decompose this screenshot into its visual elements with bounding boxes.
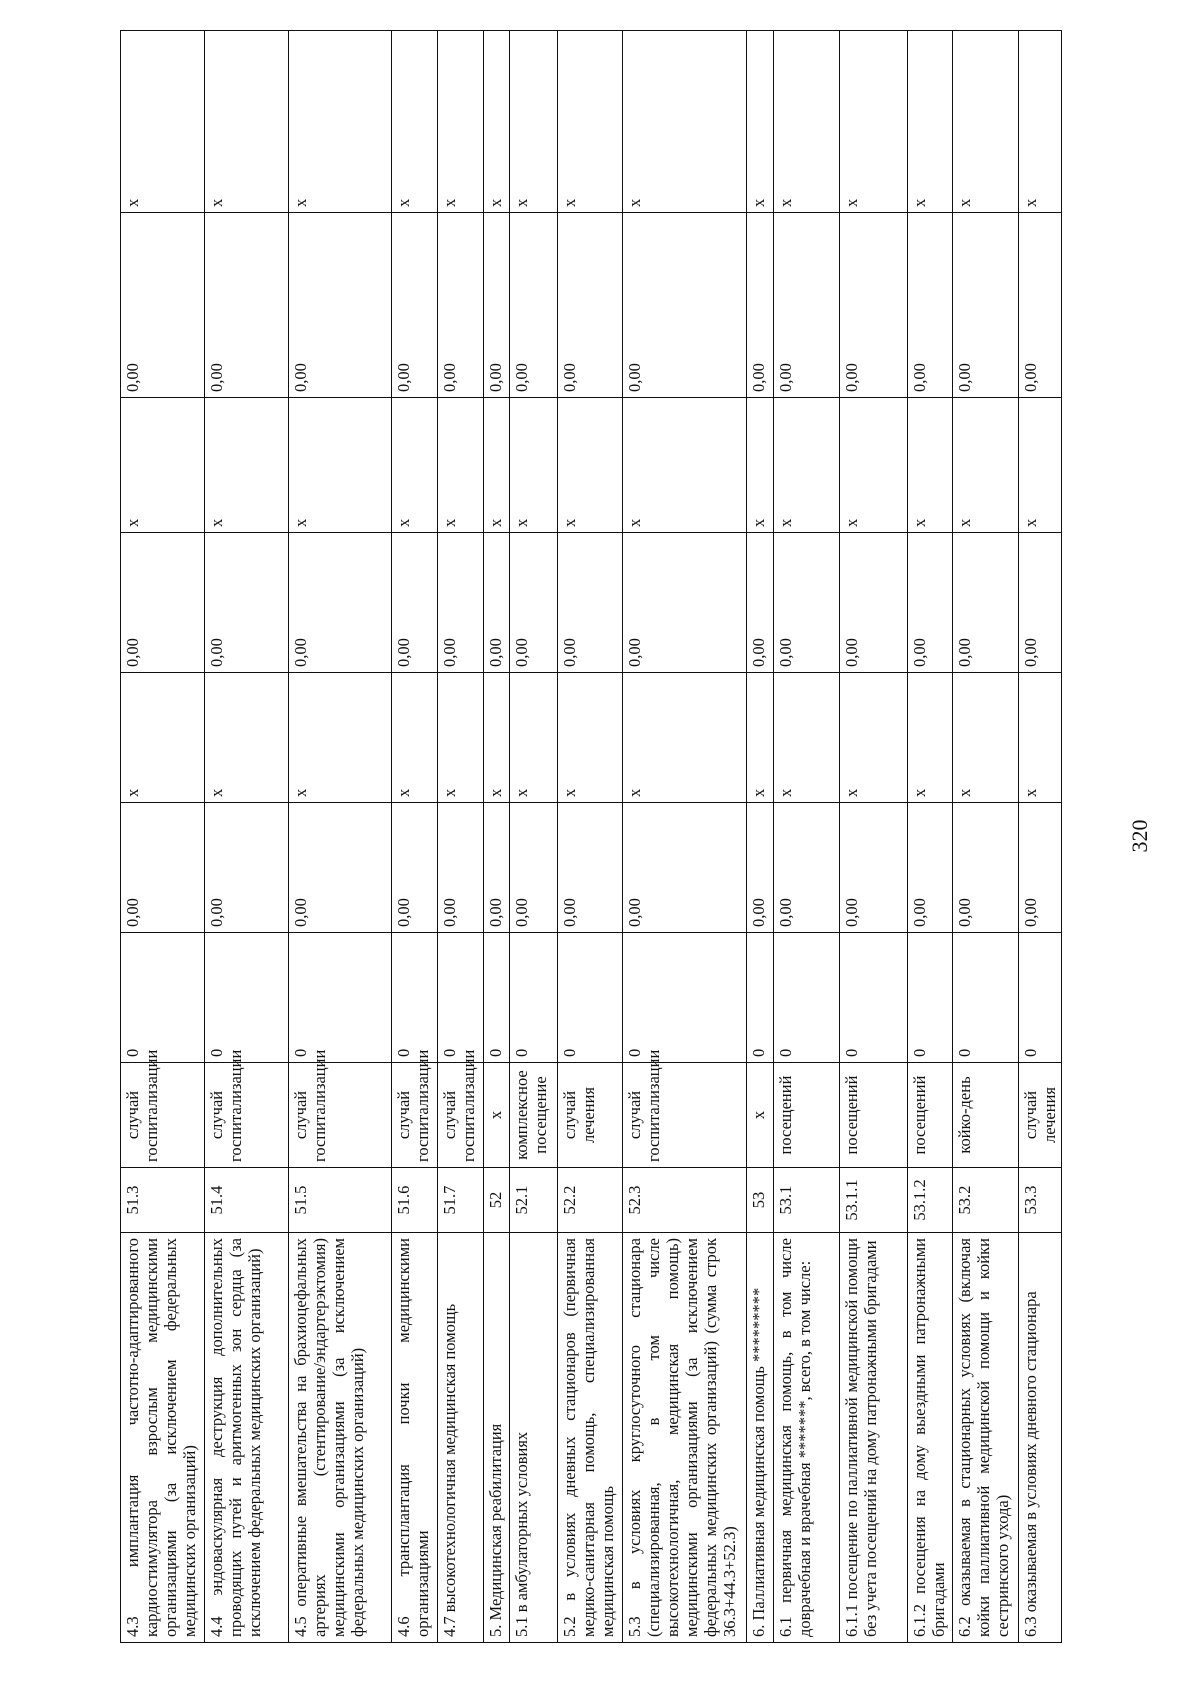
row-unit: x (747, 1063, 774, 1168)
table-row (774, 31, 840, 1643)
row-name: 6.1 первичная медицинская помощь, в том числе доврачебная и врачебная *******, всего, в том числе: (774, 1233, 840, 1643)
row-value-4: 0,00 (774, 533, 840, 673)
row-value-1: 0 (289, 933, 392, 1063)
financing-table (120, 30, 1062, 1643)
row-code: 51.6 (392, 1168, 438, 1233)
row-unit: посещений (908, 1063, 953, 1168)
table-row (558, 31, 623, 1643)
row-code: 53.1.2 (908, 1168, 953, 1233)
row-value-2: 0,00 (121, 803, 205, 933)
table-row (205, 31, 289, 1643)
row-code: 53.2 (953, 1168, 1019, 1233)
row-value-1: 0 (392, 933, 438, 1063)
row-value-3: x (840, 673, 908, 803)
row-value-6: 0,00 (484, 213, 510, 398)
table-row (908, 31, 953, 1643)
row-value-1: 0 (121, 933, 205, 1063)
row-value-2: 0,00 (747, 803, 774, 933)
row-value-2: 0,00 (774, 803, 840, 933)
row-name: 4.4 эндоваскулярная деструкция дополнительных проводящих путей и аритмогенных зон сердца (за исключением федеральных медицинских организаций) (205, 1233, 289, 1643)
row-unit: случай госпитализации (289, 1063, 392, 1168)
table-row (623, 31, 747, 1643)
row-value-2: 0,00 (289, 803, 392, 933)
row-value-5: x (623, 398, 747, 533)
row-value-1: 0 (623, 933, 747, 1063)
page-number: 320 (1127, 819, 1152, 853)
row-value-4: 0,00 (205, 533, 289, 673)
row-value-6: 0,00 (392, 213, 438, 398)
row-value-7: x (484, 31, 510, 213)
row-name: 4.7 высокотехнологичная медицинская помощь (438, 1233, 484, 1643)
row-value-1: 0 (1019, 933, 1062, 1063)
table-row (953, 31, 1019, 1643)
row-code: 51.5 (289, 1168, 392, 1233)
table-row (289, 31, 392, 1643)
row-code: 53.3 (1019, 1168, 1062, 1233)
row-value-5: x (205, 398, 289, 533)
row-value-4: 0,00 (1019, 533, 1062, 673)
row-unit: случай госпитализации (205, 1063, 289, 1168)
row-value-3: x (774, 673, 840, 803)
row-value-6: 0,00 (205, 213, 289, 398)
table-row (438, 31, 484, 1643)
row-value-7: x (121, 31, 205, 213)
row-value-6: 0,00 (438, 213, 484, 398)
row-value-5: x (510, 398, 558, 533)
row-value-3: x (908, 673, 953, 803)
row-value-1: 0 (558, 933, 623, 1063)
row-value-4: 0,00 (840, 533, 908, 673)
row-unit: случай госпитализации (121, 1063, 205, 1168)
row-value-6: 0,00 (747, 213, 774, 398)
table-row (747, 31, 774, 1643)
row-value-4: 0,00 (121, 533, 205, 673)
row-code: 52 (484, 1168, 510, 1233)
row-value-2: 0,00 (438, 803, 484, 933)
row-value-7: x (908, 31, 953, 213)
row-name: 6.1.1 посещение по паллиативной медицинской помощи без учета посещений на дому патронажными бригадами (840, 1233, 908, 1643)
row-code: 53.1.1 (840, 1168, 908, 1233)
row-value-5: x (289, 398, 392, 533)
row-unit: койко-день (953, 1063, 1019, 1168)
row-name: 5. Медицинская реабилитация (484, 1233, 510, 1643)
row-value-6: 0,00 (510, 213, 558, 398)
row-value-5: x (840, 398, 908, 533)
row-value-6: 0,00 (774, 213, 840, 398)
row-value-3: x (558, 673, 623, 803)
row-value-7: x (623, 31, 747, 213)
row-value-5: x (953, 398, 1019, 533)
row-unit: случай лечения (558, 1063, 623, 1168)
row-name: 4.5 оперативные вмешательства на брахиоцефальных артериях (стентирование/эндартерэктомия) медицинскими организациями (за исключением федеральных медицинских организаций) (289, 1233, 392, 1643)
row-name: 4.6 трансплантация почки медицинскими организациями (392, 1233, 438, 1643)
row-value-7: x (289, 31, 392, 213)
row-value-3: x (623, 673, 747, 803)
row-value-7: x (953, 31, 1019, 213)
row-value-3: x (953, 673, 1019, 803)
row-unit: случай лечения (1019, 1063, 1062, 1168)
row-value-6: 0,00 (121, 213, 205, 398)
row-value-7: x (840, 31, 908, 213)
table-row (510, 31, 558, 1643)
row-value-1: 0 (510, 933, 558, 1063)
table-row (392, 31, 438, 1643)
row-name: 6.3 оказываемая в условиях дневного стационара (1019, 1233, 1062, 1643)
row-name: 6. Паллиативная медицинская помощь ********* (747, 1233, 774, 1643)
row-value-3: x (121, 673, 205, 803)
row-code: 52.2 (558, 1168, 623, 1233)
row-value-2: 0,00 (205, 803, 289, 933)
row-value-6: 0,00 (840, 213, 908, 398)
row-value-4: 0,00 (510, 533, 558, 673)
row-name: 5.2 в условиях дневных стационаров (первичная медико-санитарная помощь, специализированная медицинская помощь (558, 1233, 623, 1643)
row-value-2: 0,00 (392, 803, 438, 933)
row-value-4: 0,00 (953, 533, 1019, 673)
row-value-7: x (774, 31, 840, 213)
row-value-5: x (438, 398, 484, 533)
row-unit: x (484, 1063, 510, 1168)
row-code: 52.3 (623, 1168, 747, 1233)
row-value-2: 0,00 (908, 803, 953, 933)
row-value-6: 0,00 (1019, 213, 1062, 398)
row-value-6: 0,00 (289, 213, 392, 398)
row-value-7: x (747, 31, 774, 213)
table-row (484, 31, 510, 1643)
row-name: 5.1 в амбулаторных условиях (510, 1233, 558, 1643)
row-unit: случай госпитализации (438, 1063, 484, 1168)
rotated-table-page (120, 31, 1080, 1643)
row-value-4: 0,00 (484, 533, 510, 673)
row-value-5: x (558, 398, 623, 533)
row-unit: посещений (774, 1063, 840, 1168)
row-value-2: 0,00 (484, 803, 510, 933)
row-name: 4.3 имплантация частотно-адаптированного кардиостимулятора взрослым медицинскими организациями (за исключением федеральных медицинских организаций) (121, 1233, 205, 1643)
row-value-4: 0,00 (438, 533, 484, 673)
table-body (121, 31, 1062, 1643)
row-value-5: x (392, 398, 438, 533)
row-value-2: 0,00 (840, 803, 908, 933)
row-value-1: 0 (747, 933, 774, 1063)
row-value-5: x (1019, 398, 1062, 533)
row-value-4: 0,00 (747, 533, 774, 673)
row-value-3: x (747, 673, 774, 803)
row-value-5: x (484, 398, 510, 533)
row-value-1: 0 (484, 933, 510, 1063)
table-row (121, 31, 205, 1643)
row-value-1: 0 (908, 933, 953, 1063)
row-value-2: 0,00 (623, 803, 747, 933)
row-value-5: x (774, 398, 840, 533)
row-code: 53 (747, 1168, 774, 1233)
row-value-6: 0,00 (623, 213, 747, 398)
row-value-6: 0,00 (558, 213, 623, 398)
row-value-2: 0,00 (1019, 803, 1062, 933)
row-value-1: 0 (774, 933, 840, 1063)
row-value-7: x (392, 31, 438, 213)
row-value-7: x (1019, 31, 1062, 213)
row-value-4: 0,00 (558, 533, 623, 673)
row-value-1: 0 (840, 933, 908, 1063)
row-value-2: 0,00 (510, 803, 558, 933)
row-unit: посещений (840, 1063, 908, 1168)
row-value-7: x (558, 31, 623, 213)
row-value-2: 0,00 (953, 803, 1019, 933)
row-value-1: 0 (953, 933, 1019, 1063)
row-code: 52.1 (510, 1168, 558, 1233)
row-name: 6.2 оказываемая в стационарных условиях (включая койки паллиативной медицинской помощи и койки сестринского ухода) (953, 1233, 1019, 1643)
row-code: 53.1 (774, 1168, 840, 1233)
row-value-5: x (121, 398, 205, 533)
row-value-3: x (484, 673, 510, 803)
row-value-1: 0 (438, 933, 484, 1063)
row-value-3: x (1019, 673, 1062, 803)
row-value-3: x (510, 673, 558, 803)
row-value-4: 0,00 (392, 533, 438, 673)
row-code: 51.7 (438, 1168, 484, 1233)
row-value-7: x (510, 31, 558, 213)
row-unit: случай госпитализации (623, 1063, 747, 1168)
row-value-7: x (205, 31, 289, 213)
row-value-3: x (205, 673, 289, 803)
row-value-4: 0,00 (289, 533, 392, 673)
row-value-1: 0 (205, 933, 289, 1063)
row-value-2: 0,00 (558, 803, 623, 933)
row-value-5: x (908, 398, 953, 533)
row-value-7: x (438, 31, 484, 213)
row-value-6: 0,00 (908, 213, 953, 398)
table-row (840, 31, 908, 1643)
row-unit: случай госпитализации (392, 1063, 438, 1168)
row-code: 51.3 (121, 1168, 205, 1233)
row-value-6: 0,00 (953, 213, 1019, 398)
row-code: 51.4 (205, 1168, 289, 1233)
row-value-3: x (289, 673, 392, 803)
row-value-4: 0,00 (623, 533, 747, 673)
row-name: 5.3 в условиях круглосуточного стационара (специализированная, в том числе высокотехнологичная, медицинская помощь) медицинскими организациями (за исключением федеральных медицинских организаций) (сумма строк 36.3+44.3+52.3) (623, 1233, 747, 1643)
row-value-4: 0,00 (908, 533, 953, 673)
row-value-3: x (392, 673, 438, 803)
row-unit: комплексное посещение (510, 1063, 558, 1168)
row-value-5: x (747, 398, 774, 533)
row-name: 6.1.2 посещения на дому выездными патронажными бригадами (908, 1233, 953, 1643)
table-row (1019, 31, 1062, 1643)
row-value-3: x (438, 673, 484, 803)
